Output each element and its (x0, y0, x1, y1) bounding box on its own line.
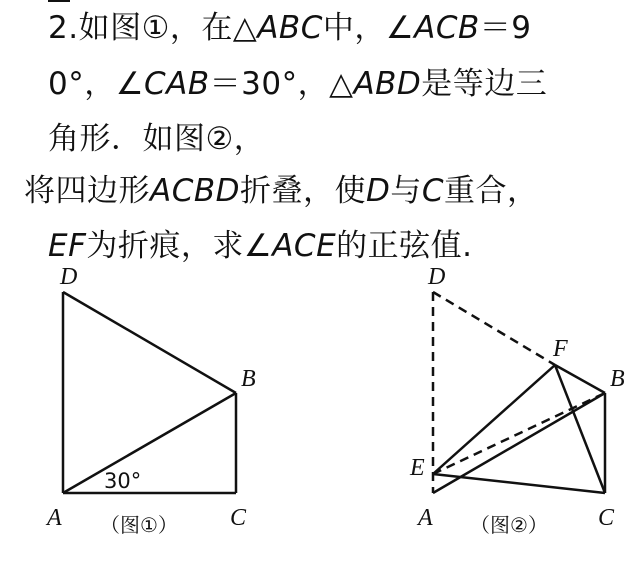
fig1-label-C: C (230, 505, 247, 531)
text: 0°，∠ (48, 66, 145, 102)
math-symbol: ABC (257, 10, 323, 46)
text: 是等边三 (421, 66, 548, 102)
math-symbol: ACBD (150, 173, 240, 209)
text: 折叠，使 (240, 173, 366, 209)
text: ＝30°，△ (209, 66, 354, 102)
fig2-label-B: B (610, 366, 625, 392)
math-symbol: D (366, 173, 391, 209)
math-symbol: ACE (272, 228, 337, 264)
fig2-label-E: E (410, 455, 425, 481)
math-symbol: EF (48, 228, 87, 264)
figure-1 (63, 292, 236, 493)
fig2-label-D: D (428, 264, 446, 290)
segment-EC (433, 474, 605, 493)
segment-DB (63, 292, 236, 393)
segment-EB-dashed (433, 393, 605, 474)
fig1-label-B: B (241, 366, 256, 392)
math-symbol: C (421, 173, 445, 209)
text: 角形．如图②， (48, 121, 266, 157)
text: 的正弦值. (336, 228, 473, 264)
fig1-angle-label: 30° (104, 469, 142, 493)
problem-number: 2. (48, 10, 79, 46)
text: 重合， (444, 173, 539, 209)
fig2-label-A: A (418, 505, 433, 531)
fig2-caption: （图②） (470, 513, 548, 537)
figure-2 (433, 292, 605, 493)
text: 将四边形 (24, 173, 150, 209)
fig1-label-A: A (47, 505, 62, 531)
segment-FC (555, 365, 605, 493)
text: 中，∠ (322, 10, 415, 46)
segment-FB (555, 365, 605, 393)
math-symbol: ABD (353, 66, 422, 102)
segment-DF-dashed (433, 292, 555, 365)
fig1-label-D: D (60, 264, 78, 290)
segment-AB (63, 393, 236, 493)
fig2-label-F: F (553, 336, 568, 362)
fig1-caption: （图①） (100, 513, 178, 537)
fig2-label-C: C (598, 505, 615, 531)
math-symbol: CAB (144, 66, 210, 102)
text: 与 (390, 173, 422, 209)
text: 如图①，在△ (78, 10, 258, 46)
math-symbol: ACB (414, 10, 480, 46)
text: 为折痕，求∠ (86, 228, 273, 264)
text: ＝9 (479, 10, 532, 46)
